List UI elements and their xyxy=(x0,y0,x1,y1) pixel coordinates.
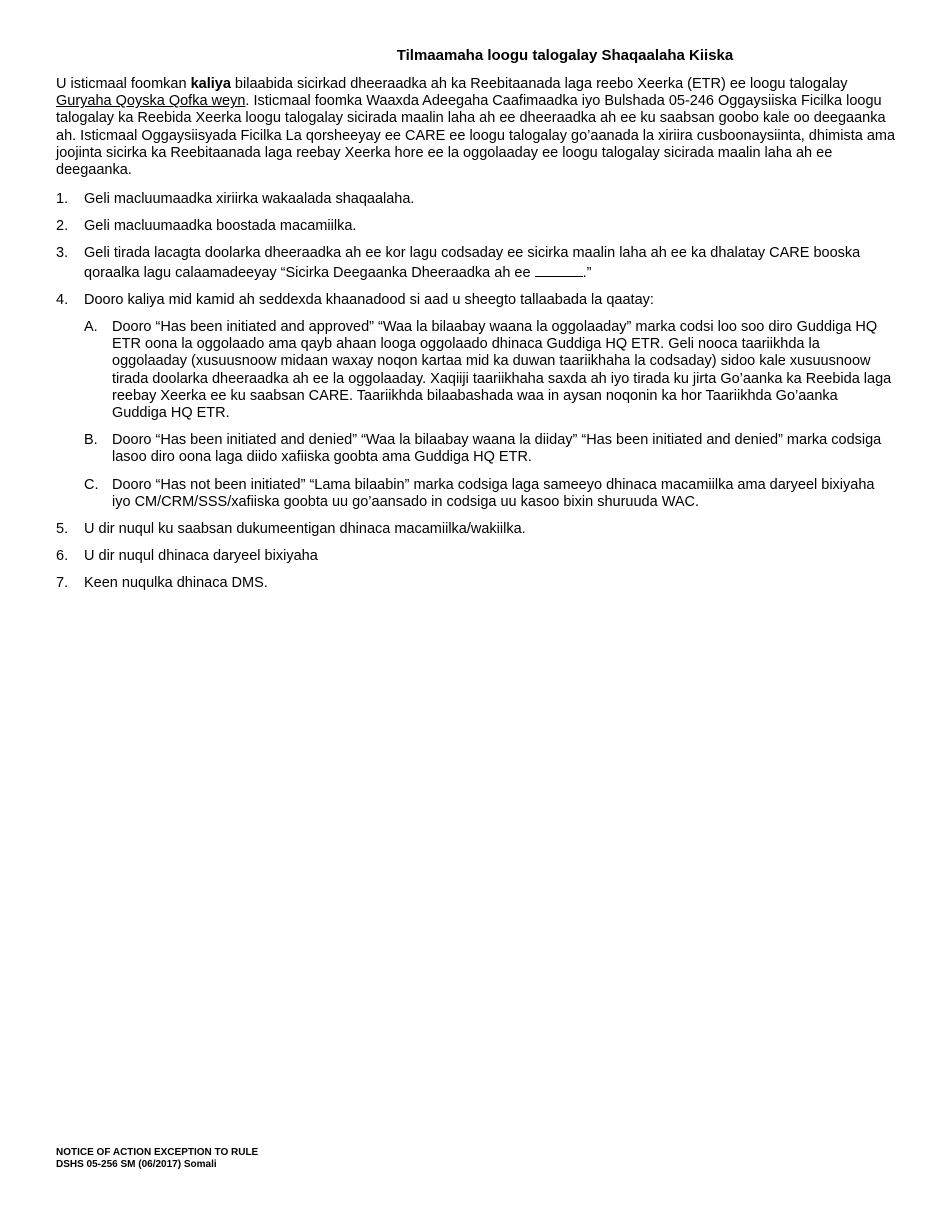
step-text: Keen nuqulka dhinaca DMS. xyxy=(84,575,268,592)
list-item xyxy=(56,292,896,511)
step-number: 4. xyxy=(56,291,69,308)
sub-option-b xyxy=(84,432,896,466)
step-text: U dir nuqul ku saabsan dukumeentigan dhinaca macamiilka/wakiilka. xyxy=(84,521,526,538)
list-item xyxy=(56,521,896,538)
blank-line xyxy=(535,263,583,277)
footer-form-title: NOTICE OF ACTION EXCEPTION TO RULE xyxy=(56,1147,259,1158)
step-number: 7. xyxy=(56,575,69,592)
form-footer xyxy=(56,1147,258,1171)
intro-text-2: bilaabida sicirkad dheeraadka ah ka Reebitaanada laga reebo Xeerka (ETR) ee loogu talogalay xyxy=(230,76,848,92)
step-number: 2. xyxy=(56,218,69,235)
step-text: Geli macluumaadka xiriirka wakaalada shaqaalaha. xyxy=(84,191,415,207)
step-number: 3. xyxy=(56,245,69,262)
intro-text-3: . Isticmaal foomka Waaxda Adeegaha Caafimaadka iyo Bulshada 05-246 Oggaysiiska Ficilka loogu talogalay ka Reebida Xeerka loogu talogalay sicirada maalin laha ah ee dheeraadka ah ee ku saabsan goobo kale oo deegaanka ah. Isticmaal Oggaysiisyada Ficilka La qorsheeyay ee CARE ee loogu talogalay go’aanada la xiriira cusboonaysiinta, dhimista ama joojinta sicirka ka Reebitaanada laga reebay Xeerka hore ee la oggolaaday ee loogu talogalay sicirada maalin laha ah ee deegaanka. xyxy=(56,93,896,179)
list-item xyxy=(56,575,896,592)
sub-option-text: Dooro “Has been initiated and denied” “Waa la bilaabay waana la diiday” “Has been initiated and denied” marka codsiga lasoo diro oona laga diido xafiiska goobta ama Guddiga HQ ETR. xyxy=(112,432,882,466)
intro-text-1: U isticmaal foomkan xyxy=(56,76,191,92)
sub-option-letter: B. xyxy=(84,432,98,449)
sub-option-a xyxy=(84,319,896,422)
page-title: Tilmaamaha loogu talogalay Shaqaalaha Kiiska xyxy=(396,47,734,64)
intro-underlined-term: Guryaha Qoyska Qofka weyn xyxy=(56,93,246,110)
sub-option-letter: A. xyxy=(84,319,98,336)
intro-bold-kaliya: kaliya xyxy=(190,76,231,92)
footer-form-number: DSHS 05-256 SM (06/2017) Somali xyxy=(56,1159,217,1170)
instruction-list xyxy=(56,191,896,603)
step-text: Dooro kaliya mid kamid ah seddexda khaanadood si aad u sheegto tallaabada la qaatay: xyxy=(84,291,654,308)
step-text-end: .” xyxy=(582,264,592,281)
sub-option-c xyxy=(84,477,896,511)
list-item xyxy=(56,548,896,565)
sub-option-letter: C. xyxy=(84,476,99,493)
step-text: Geli tirada lacagta doolarka dheeraadka ah ee kor lagu codsaday ee sicirka maalin laha ah ee ka dhalatay CARE booska qoraalka lagu calaamadeeyay “Sicirka Deegaanka Dheeraadka ah ee xyxy=(84,245,861,281)
step-number: 6. xyxy=(56,548,69,565)
sub-option-text: Dooro “Has been initiated and approved” “Waa la bilaabay waana la oggolaaday” marka codsi loo soo diro Guddiga HQ ETR oona la oggolaado ama qayb ahaan looga oggolaado dhinaca Guddiga HQ ETR. Geli nooca taariikhda la oggolaaday (xusuusnoow midaan waxay noqon kartaa mid ka duwan taariikhaha la codsaday) sidoo kale xusuusnoow tirada doolarka dheeraadka ah ee la oggolaaday. Xaqiiji taariikhaha saxda ah iyo tirada ku jirta Go’aanka ka Reebida laga reebay Xeerka ee ku saabsan CARE. Taariikhda bilaabashada waa in aysan noqonin ka hor Taariikhda Go’aanka Guddiga HQ ETR. xyxy=(112,319,892,422)
sub-option-list xyxy=(84,319,896,511)
list-item xyxy=(56,191,896,208)
intro-paragraph xyxy=(56,76,896,179)
list-item xyxy=(56,245,896,281)
step-number: 1. xyxy=(56,191,69,207)
step-text: U dir nuqul dhinaca daryeel bixiyaha xyxy=(84,548,318,565)
sub-option-text: Dooro “Has not been initiated” “Lama bilaabin” marka codsiga laga sameeyo dhinaca macamiilka ama daryeel bixiyaha iyo CM/CRM/SSS/xafiiska goobta uu go’aansado in codsiga uu kasoo bixin shuruuda WAC. xyxy=(112,476,875,510)
list-item xyxy=(56,218,896,235)
step-number: 5. xyxy=(56,521,69,538)
step-text: Geli macluumaadka boostada macamiilka. xyxy=(84,218,357,235)
